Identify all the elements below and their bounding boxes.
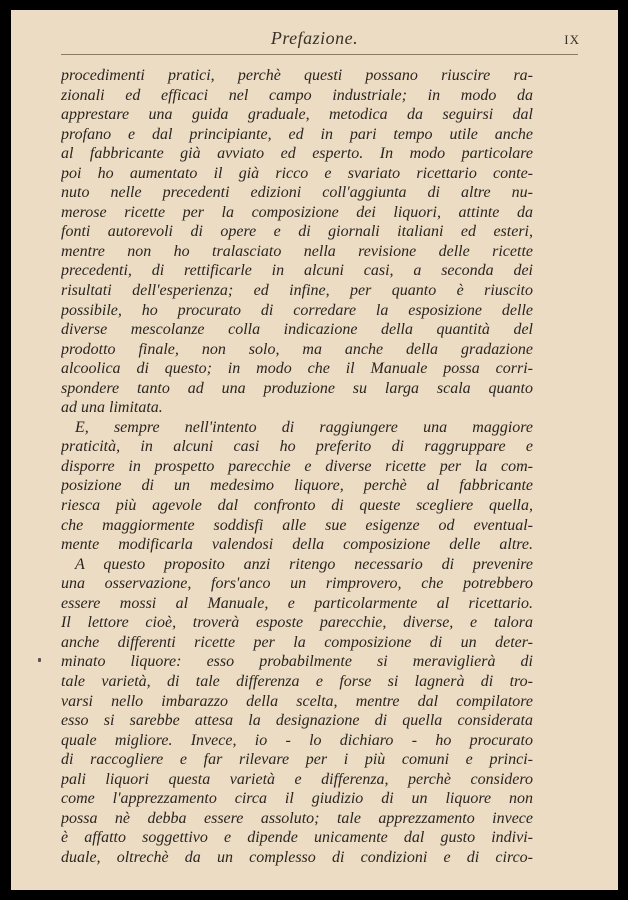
text-line: posizione di un medesimo liquore, perchè al fabbricante: [61, 477, 533, 495]
text-line: esso si sarebbe attesa la designazione di quella considerata: [61, 712, 533, 730]
text-line: apprestare una guida graduale, metodica da seguirsi dal: [61, 106, 533, 124]
text-line: merose ricette per la composizione dei liquori, attinte da: [61, 203, 533, 221]
text-line: tale varietà, di tale differenza e forse si lagnerà di tro-: [61, 672, 533, 690]
text-line: riesca più agevole dal confronto di queste scegliere quella,: [61, 497, 533, 515]
book-page: [11, 10, 618, 890]
text-line: una osservazione, fors'anco un rimprovero, che potrebbero: [61, 575, 533, 593]
text-line: al fabbricante già avviato ed esperto. In modo particolare: [61, 145, 533, 163]
text-line: possa nè debba essere assoluto; tale apprezzamento invece: [61, 809, 533, 827]
text-line: E, sempre nell'intento di raggiungere una maggiore: [75, 418, 533, 436]
text-line: ad una limitata.: [61, 399, 163, 417]
text-line: alcoolica di questo; in modo che il Manuale possa corri-: [61, 360, 533, 378]
text-line: precedenti, di rettificarle in alcuni casi, a seconda dei: [61, 262, 533, 280]
text-line: disporre in prospetto parecchie e diverse ricette per la com-: [61, 457, 533, 475]
margin-mark: [38, 658, 41, 662]
text-line: quale migliore. Invece, io - lo dichiaro - ho procurato: [61, 731, 533, 749]
text-line: come l'apprezzamento circa il giudizio di un liquore non: [61, 790, 533, 808]
text-line: possibile, ho procurato di corredare la esposizione delle: [61, 301, 533, 319]
text-line: risultati dell'esperienza; ed infine, per quanto è riuscito: [61, 282, 533, 300]
text-line: spondere tanto ad una produzione su larga scala quanto: [61, 379, 533, 397]
text-line: che maggiormente soddisfi alle sue esigenze od eventual-: [61, 516, 533, 534]
text-line: diverse mescolanze colla indicazione della quantità del: [61, 321, 533, 339]
text-line: essere mossi al Manuale, e particolarmente al ricettario.: [61, 594, 533, 612]
text-line: zionali ed efficaci nel campo industriale; in modo da: [61, 86, 533, 104]
text-line: mentre non ho tralasciato nella revisione delle ricette: [61, 242, 533, 260]
text-line: duale, oltrechè da un complesso di condizioni e di circo-: [61, 848, 533, 866]
text-line: anche differenti ricette per la composizione di un deter-: [61, 633, 533, 651]
text-line: pali liquori questa varietà e differenza, perchè considero: [61, 770, 533, 788]
text-line: praticità, in alcuni casi ho preferito di raggruppare e: [61, 438, 533, 456]
text-line: A questo proposito anzi ritengo necessario di prevenire: [75, 555, 533, 573]
body-text: [61, 66, 533, 867]
text-line: poi ho aumentato il già ricco e svariato ricettario conte-: [61, 164, 533, 182]
text-line: di raccogliere e far rilevare per i più comuni e princi-: [61, 751, 533, 769]
text-line: minato liquore: esso probabilmente si meraviglierà di: [61, 653, 533, 671]
text-line: prodotto finale, non solo, ma anche della gradazione: [61, 340, 533, 358]
text-line: Il lettore cioè, troverà esposte parecchie, diverse, e talora: [61, 614, 533, 632]
text-line: procedimenti pratici, perchè questi possano riuscire ra-: [61, 67, 533, 84]
text-line: fonti autorevoli di opere e di giornali italiani ed esteri,: [61, 223, 533, 241]
text-line: è affatto soggettivo e dipende unicamente dal gusto indivi-: [61, 829, 533, 847]
text-line: mente modificarla valendosi della composizione delle altre.: [61, 536, 533, 554]
running-title: Prefazione.: [270, 28, 359, 48]
text-line: varsi nello imbarazzo della scelta, mentre dal compilatore: [61, 692, 533, 710]
header-rule: [61, 54, 578, 55]
text-line: nuto nelle precedenti edizioni coll'aggiunta di altre nu-: [61, 184, 533, 202]
page-header: [11, 28, 618, 54]
page-number: IX: [564, 32, 580, 47]
text-line: profano e dal principiante, ed in pari tempo utile anche: [61, 125, 533, 143]
